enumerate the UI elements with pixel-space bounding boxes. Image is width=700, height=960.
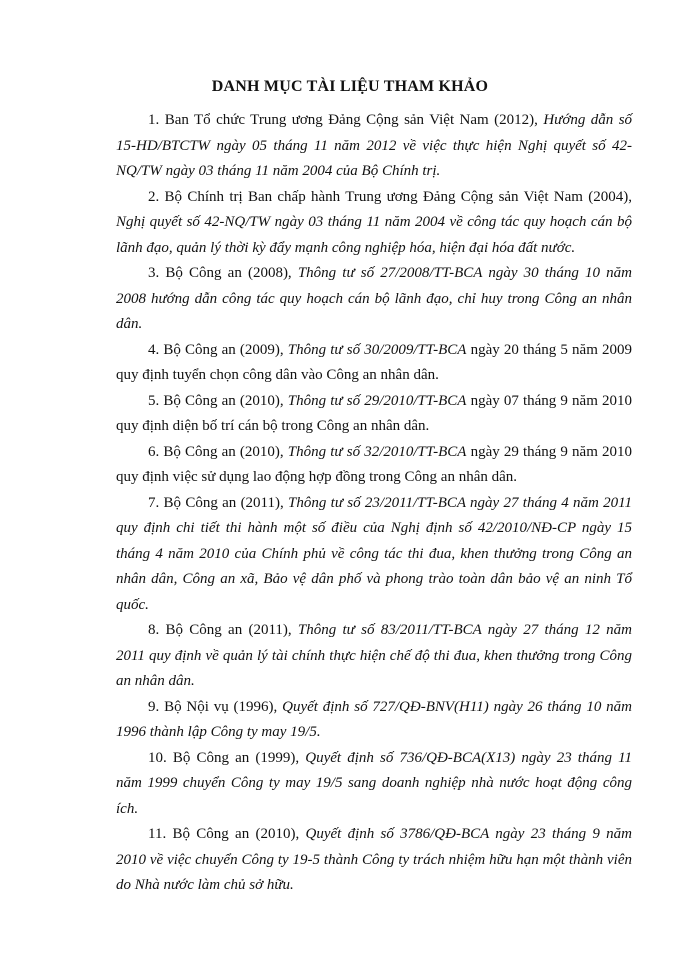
reference-title: Thông tư số 27/2008/TT-BCA ngày 30 tháng 10 năm 2008 hướng dẫn công tác quy hoạch cán bộ lãnh đạo, chỉ huy trong Công an nhân dân.	[116, 265, 633, 332]
reference-author: Bộ Công an (2011),	[163, 494, 284, 511]
reference-title: Thông tư số 32/2010/TT-BCA	[287, 443, 467, 460]
reference-item-7	[116, 491, 632, 619]
reference-title: Quyết định số 736/QĐ-BCA(X13) ngày 23 tháng 11 năm 1999 chuyển Công ty may 19/5 sang doanh nghiệp nhà nước hoạt động công ích.	[116, 749, 632, 817]
reference-number: 7.	[148, 494, 160, 511]
reference-item-11	[116, 822, 632, 899]
reference-author: Bộ Công an (2010),	[163, 443, 284, 460]
reference-detail: ngày 20 tháng 5 năm 2009 quy định tuyển chọn công dân vào Công an nhân dân.	[116, 341, 632, 383]
reference-author: Bộ Công an (1999),	[172, 749, 300, 766]
reference-title: Nghị quyết số 42-NQ/TW ngày 03 tháng 11 năm 2004 về công tác quy hoạch cán bộ lãnh đạo, quản lý thời kỳ đẩy mạnh công nghiệp hóa, hiện đại hóa đất nước.	[116, 214, 632, 256]
reference-author: Bộ Công an (2010),	[163, 392, 284, 409]
page-title: DANH MỤC TÀI LIỆU THAM KHẢO	[211, 78, 489, 95]
reference-item-3	[116, 261, 632, 338]
reference-title: Thông tư số 30/2009/TT-BCA	[287, 341, 467, 358]
reference-item-1	[116, 108, 632, 185]
reference-item-9	[116, 695, 632, 746]
reference-title: Thông tư số 23/2011/TT-BCA ngày 27 tháng 4 năm 2011 quy định chi tiết thi hành một số điều của Nghị định số 42/2010/NĐ-CP ngày 15 tháng 4 năm 2010 của Chính phủ về công tác thi đua, khen thưởng trong Công an nhân dân, Công an xã, Bảo vệ dân phố và phong trào toàn dân bảo vệ an ninh Tổ quốc.	[116, 494, 633, 613]
reference-number: 11.	[148, 826, 167, 842]
reference-number: 3.	[148, 265, 160, 281]
reference-author: Bộ Công an (2009),	[163, 341, 284, 358]
reference-author: Bộ Công an (2011),	[165, 622, 292, 638]
reference-item-6	[116, 440, 632, 491]
reference-author: Bộ Công an (2008),	[165, 265, 292, 281]
reference-title: Quyết định số 3786/QĐ-BCA ngày 23 tháng 9 năm 2010 về việc chuyển Công ty 19-5 thành Công ty trách nhiệm hữu hạn một thành viên do Nhà nước làm chủ sở hữu.	[116, 826, 633, 893]
reference-item-4	[116, 338, 632, 389]
reference-author: Bộ Nội vụ (1996),	[164, 698, 278, 715]
reference-number: 4.	[148, 341, 160, 358]
reference-item-5	[116, 389, 632, 440]
reference-number: 8.	[148, 622, 160, 638]
reference-title: Thông tư số 29/2010/TT-BCA	[287, 392, 467, 409]
reference-author: Bộ Chính trị Ban chấp hành Trung ương Đảng Cộng sản Việt Nam (2004),	[164, 188, 632, 205]
reference-title: Hướng dẫn số 15-HD/BTCTW ngày 05 tháng 11 năm 2012 về việc thực hiện Nghị quyết số 42-NQ/TW ngày 03 tháng 11 năm 2004 của Bộ Chính trị.	[116, 112, 633, 179]
reference-author: Ban Tổ chức Trung ương Đảng Cộng sản Việt Nam (2012),	[164, 112, 538, 128]
reference-detail: ngày 29 tháng 9 năm 2010 quy định việc sử dụng lao động hợp đồng trong Công an nhân dân.	[116, 443, 632, 485]
reference-title: Thông tư số 83/2011/TT-BCA ngày 27 tháng 12 năm 2011 quy định về quản lý tài chính thực hiện chế độ thi đua, khen thưởng trong Công an nhân dân.	[116, 622, 632, 689]
reference-title: Quyết định số 727/QĐ-BNV(H11) ngày 26 tháng 10 năm 1996 thành lập Công ty may 19/5.	[116, 698, 633, 740]
reference-number: 1.	[148, 112, 160, 128]
reference-item-2	[116, 185, 632, 262]
reference-list	[116, 108, 632, 899]
reference-number: 5.	[148, 392, 160, 409]
reference-number: 2.	[148, 188, 160, 205]
reference-author: Bộ Công an (2010),	[172, 826, 300, 842]
reference-number: 9.	[148, 698, 160, 715]
reference-number: 6.	[148, 443, 160, 460]
reference-number: 10.	[148, 749, 167, 766]
reference-detail: ngày 07 tháng 9 năm 2010 quy định diện bố trí cán bộ trong Công an nhân dân.	[116, 392, 632, 434]
reference-item-8	[116, 618, 632, 695]
reference-item-10	[116, 746, 632, 823]
